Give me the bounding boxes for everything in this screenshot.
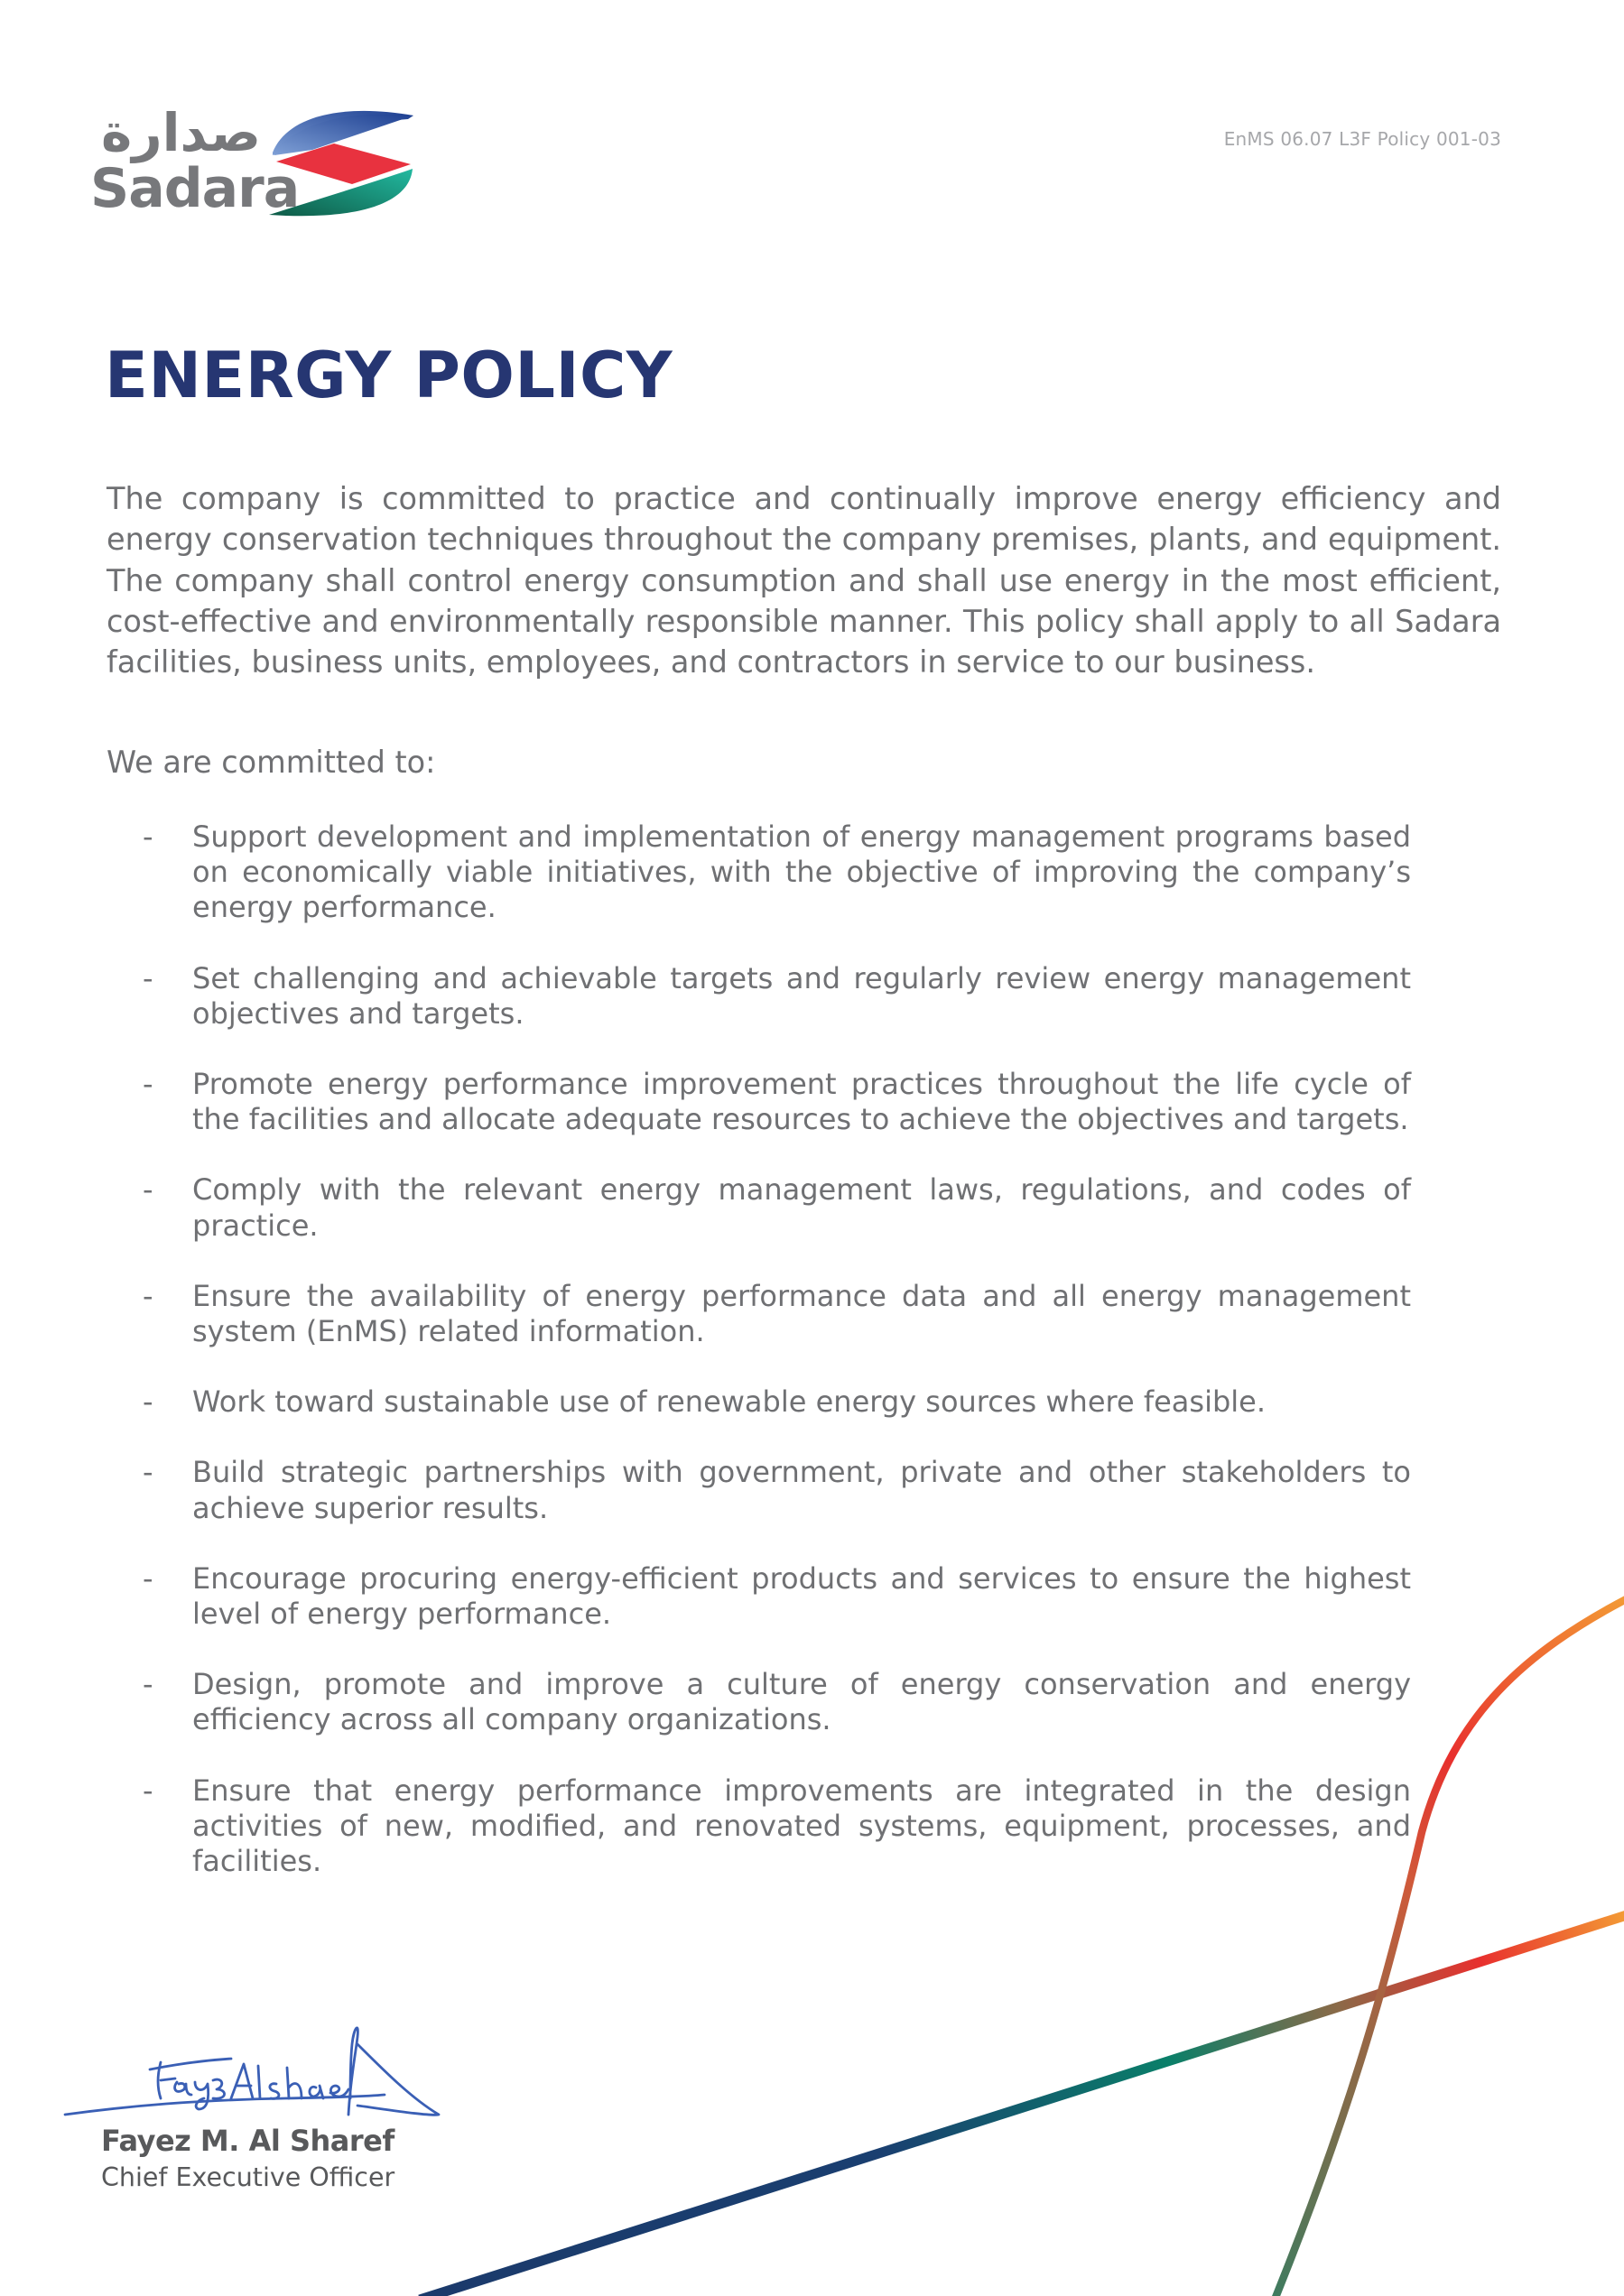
list-item bbox=[107, 1384, 1411, 1420]
commitment-text: Set challenging and achievable targets and regularly review energy management objectives and targets. bbox=[192, 960, 1411, 1031]
sadara-s-mark-icon bbox=[269, 103, 427, 226]
commitment-text: Comply with the relevant energy management laws, regulations, and codes of practice. bbox=[192, 1172, 1411, 1243]
commitment-text: Encourage procuring energy-efficient products and services to ensure the highest level of energy performance. bbox=[192, 1560, 1411, 1632]
handwritten-signature bbox=[60, 2008, 448, 2125]
dash-bullet-icon: - bbox=[143, 1667, 153, 1702]
page-title: ENERGY POLICY bbox=[105, 338, 673, 412]
commitments-list bbox=[107, 819, 1411, 1914]
list-item bbox=[107, 1455, 1411, 1525]
list-item bbox=[107, 961, 1411, 1032]
commitment-lead-in: We are committed to: bbox=[107, 745, 436, 780]
list-item bbox=[107, 1773, 1411, 1880]
dash-bullet-icon: - bbox=[143, 819, 153, 854]
list-item bbox=[107, 1172, 1411, 1243]
dash-bullet-icon: - bbox=[143, 1773, 153, 1808]
dash-bullet-icon: - bbox=[143, 1455, 153, 1490]
signatory-name: Fayez M. Al Sharef bbox=[101, 2124, 394, 2158]
dash-bullet-icon: - bbox=[143, 1278, 153, 1313]
commitment-text: Design, promote and improve a culture of energy conservation and energy efficiency across all company organizations. bbox=[192, 1667, 1411, 1737]
dash-bullet-icon: - bbox=[143, 1384, 153, 1420]
list-item bbox=[107, 1067, 1411, 1137]
document-code: EnMS 06.07 L3F Policy 001-03 bbox=[1223, 128, 1501, 150]
logo-arabic-wordmark: صدارة bbox=[101, 102, 262, 163]
intro-paragraph: The company is committed to practice and continually improve energy efficiency and energy conservation techniques throughout the company premises, plants, and equipment. The company shall control energy consumption and shall use energy in the most efficient, cost-effective and environmentally responsible manner. This policy shall apply to all Sadara facilities, business units, employees, and contractors in service to our business. bbox=[107, 481, 1501, 680]
dash-bullet-icon: - bbox=[143, 1067, 153, 1102]
commitment-text: Build strategic partnerships with government, private and other stakeholders to achieve superior results. bbox=[192, 1455, 1411, 1525]
signatory-title: Chief Executive Officer bbox=[101, 2162, 395, 2192]
commitment-text: Ensure that energy performance improvements are integrated in the design activities of new, modified, and renovated systems, equipment, processes, and facilities. bbox=[192, 1773, 1411, 1879]
commitment-text: Promote energy performance improvement practices throughout the life cycle of the facilities and allocate adequate resources to achieve the objectives and targets. bbox=[192, 1067, 1411, 1137]
dash-bullet-icon: - bbox=[143, 960, 153, 995]
commitment-text: Work toward sustainable use of renewable energy sources where feasible. bbox=[192, 1384, 1267, 1420]
logo-latin-wordmark: Sadara bbox=[90, 157, 300, 220]
diagonal-line bbox=[420, 1915, 1624, 2296]
sadara-logo bbox=[88, 101, 432, 227]
commitment-text: Support development and implementation of energy management programs based on economically viable initiatives, with the objective of improving the company’s energy performance. bbox=[192, 819, 1411, 925]
dash-bullet-icon: - bbox=[143, 1172, 153, 1208]
list-item bbox=[107, 1667, 1411, 1737]
list-item bbox=[107, 819, 1411, 926]
list-item bbox=[107, 1561, 1411, 1632]
dash-bullet-icon: - bbox=[143, 1560, 153, 1596]
list-item bbox=[107, 1279, 1411, 1349]
commitment-text: Ensure the availability of energy performance data and all energy management system (EnMS) related information. bbox=[192, 1278, 1411, 1349]
